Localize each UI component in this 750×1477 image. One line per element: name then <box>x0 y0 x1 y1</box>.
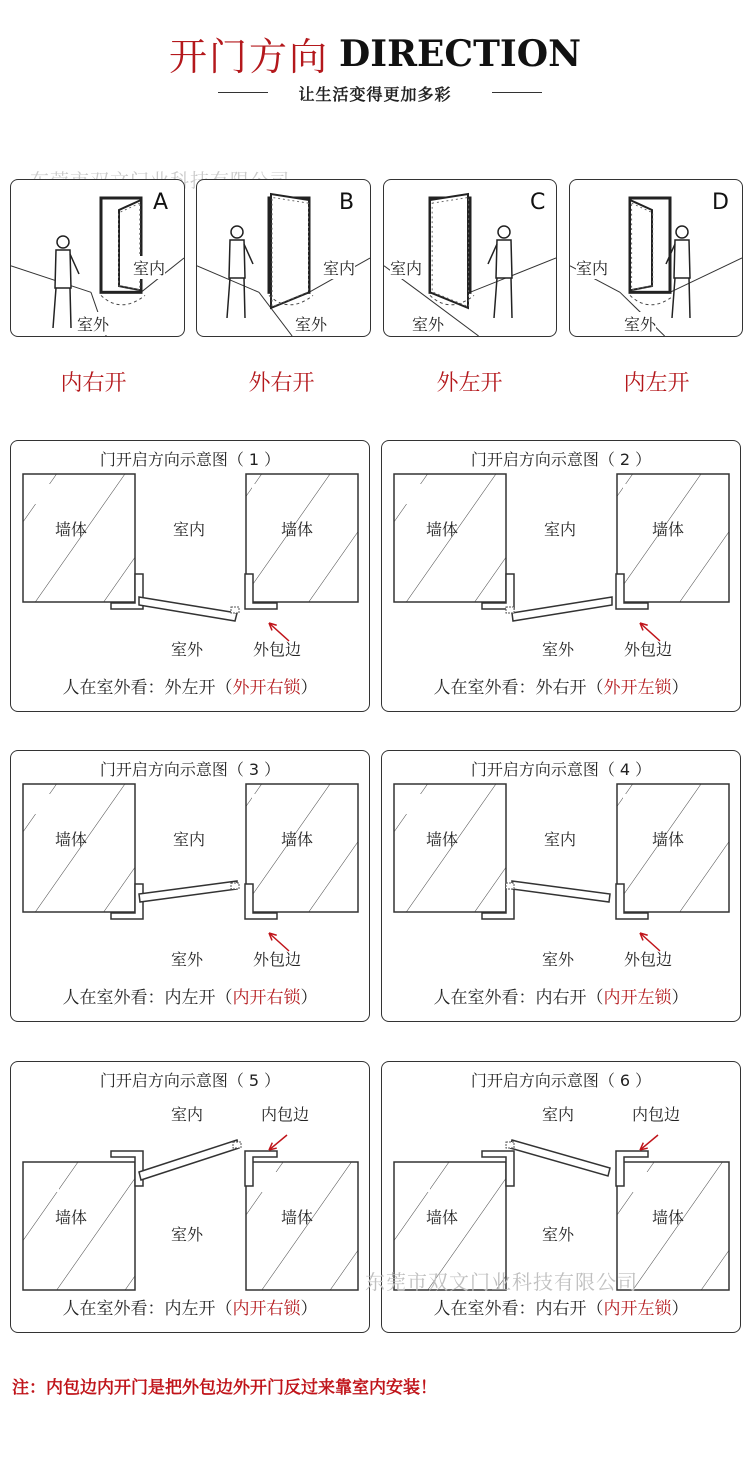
diagram-caption <box>11 1294 369 1319</box>
outdoor-label: 室外 <box>171 950 204 969</box>
wall-label-left: 墙体 <box>426 520 459 539</box>
door-leaf <box>139 1140 239 1180</box>
plan-drawing <box>382 751 740 1021</box>
caption-lock-type: 内开左锁 <box>603 1299 672 1319</box>
diagram-title: 门开启方向示意图（ 6 ） <box>470 1071 652 1090</box>
door-leaf <box>139 597 237 621</box>
diagram-caption <box>382 673 740 698</box>
diagram-caption <box>382 1294 740 1319</box>
caption-text: 人在室外看：内右开（ <box>433 1299 604 1319</box>
installation-note: 注：内包边内开门是把外包边外开门反过来靠室内安装！ <box>12 1378 437 1398</box>
wall-label-bg <box>400 1172 430 1192</box>
person-icon <box>227 226 253 318</box>
indoor-label: 室内 <box>544 520 577 539</box>
outdoor-label: 室外 <box>295 312 327 335</box>
caption-lock-type: 外开右锁 <box>232 678 301 698</box>
door-type-box-d <box>569 179 743 337</box>
diagram-title: 门开启方向示意图（ 5 ） <box>99 1071 281 1090</box>
wall-label-bg <box>29 794 59 814</box>
indoor-label: 室内 <box>542 1105 575 1124</box>
wall-line-right <box>470 258 556 292</box>
door-leaf <box>139 881 237 902</box>
caption-text: 人在室外看：内右开（ <box>433 988 604 1008</box>
title-english: DIRECTION <box>339 32 581 75</box>
wall-label-bg <box>400 794 430 814</box>
wall-label-right: 墙体 <box>281 1208 314 1227</box>
wall-label-right: 墙体 <box>281 830 314 849</box>
wall-label-bg <box>400 484 430 504</box>
outdoor-label: 室外 <box>542 640 575 659</box>
door-swing-arc <box>101 295 145 304</box>
wall-label-bg <box>29 484 59 504</box>
wall-label-left: 墙体 <box>55 520 88 539</box>
outdoor-label: 室外 <box>624 312 656 335</box>
outdoor-label: 室外 <box>412 312 444 335</box>
caption-text: 人在室外看：外左开（ <box>62 678 233 698</box>
plan-drawing <box>11 441 369 711</box>
plan-drawing <box>11 751 369 1021</box>
person-icon <box>488 226 512 318</box>
wall-label-bg <box>29 1172 59 1192</box>
door-diagram-2 <box>381 440 741 712</box>
door-diagram-5 <box>10 1061 370 1333</box>
wall-label-bg <box>252 1172 282 1192</box>
door-swing-arc <box>630 295 674 304</box>
caption-close: ） <box>671 1299 689 1319</box>
door-type-box-c <box>383 179 557 337</box>
edge-label: 外包边 <box>624 640 673 659</box>
outdoor-label: 室外 <box>77 312 109 335</box>
door-leaf <box>630 200 652 290</box>
outdoor-label: 室外 <box>542 950 575 969</box>
door-type-letter: A <box>153 190 169 215</box>
indoor-label: 室内 <box>544 830 577 849</box>
person-icon <box>53 236 79 328</box>
wall-line-left <box>197 266 259 293</box>
watermark-bottom: 东莞市双文门业科技有限公司 <box>365 1270 638 1294</box>
outdoor-label: 室外 <box>171 640 204 659</box>
caption-text: 人在室外看：内左开（ <box>62 1299 233 1319</box>
diagram-caption <box>382 983 740 1008</box>
plan-drawing <box>382 441 740 711</box>
diagram-title: 门开启方向示意图（ 3 ） <box>99 760 281 779</box>
hinge-mark <box>506 883 514 889</box>
wall-label-bg <box>252 484 282 504</box>
door-type-box-b <box>196 179 371 337</box>
wall-label-left: 墙体 <box>55 1208 88 1227</box>
door-diagram-1 <box>10 440 370 712</box>
door-leaf <box>271 194 309 308</box>
indoor-label: 室内 <box>173 520 206 539</box>
edge-label: 内包边 <box>261 1105 310 1124</box>
caption-close: ） <box>300 678 318 698</box>
caption-lock-type: 内开右锁 <box>232 988 301 1008</box>
caption-lock-type: 内开右锁 <box>232 1299 301 1319</box>
indoor-label: 室内 <box>576 256 608 279</box>
wall-label-left: 墙体 <box>426 830 459 849</box>
hinge-mark <box>506 1142 514 1148</box>
hinge-mark <box>506 607 514 613</box>
door-type-name-c: 外左开 <box>436 371 503 396</box>
caption-lock-type: 外开左锁 <box>603 678 672 698</box>
door-diagram-4 <box>381 750 741 1022</box>
edge-label: 内包边 <box>632 1105 681 1124</box>
title-chinese: 开门方向 <box>169 35 330 79</box>
indoor-label: 室内 <box>171 1105 204 1124</box>
page-subtitle: 让生活变得更加多彩 <box>298 85 452 104</box>
page-title <box>0 26 750 81</box>
wall-label-right: 墙体 <box>652 1208 685 1227</box>
wall-label-right: 墙体 <box>652 520 685 539</box>
door-type-letter: C <box>530 190 546 215</box>
door-leaf <box>512 881 610 902</box>
diagram-caption <box>11 673 369 698</box>
door-type-letter: D <box>712 190 729 215</box>
wall-label-right: 墙体 <box>281 520 314 539</box>
indoor-label: 室内 <box>390 256 422 279</box>
door-leaf <box>430 194 468 308</box>
outdoor-label: 室外 <box>171 1225 204 1244</box>
wall-label-bg <box>623 484 653 504</box>
indoor-label: 室内 <box>323 256 355 279</box>
door-type-letter: B <box>339 190 355 215</box>
subtitle-right-rule <box>492 92 542 93</box>
diagram-caption <box>11 983 369 1008</box>
door-leaf <box>512 597 612 621</box>
wall-label-bg <box>623 794 653 814</box>
hinge-mark <box>231 607 239 613</box>
door-type-box-a <box>10 179 185 337</box>
hinge-mark <box>231 883 239 889</box>
door-diagram-3 <box>10 750 370 1022</box>
caption-text: 人在室外看：外右开（ <box>433 678 604 698</box>
edge-label: 外包边 <box>253 640 302 659</box>
diagram-title: 门开启方向示意图（ 4 ） <box>470 760 652 779</box>
indoor-label: 室内 <box>173 830 206 849</box>
caption-close: ） <box>671 678 689 698</box>
door-type-name-b: 外右开 <box>248 371 315 396</box>
diagram-title: 门开启方向示意图（ 1 ） <box>99 450 281 469</box>
caption-close: ） <box>300 988 318 1008</box>
door-type-name-a: 内右开 <box>60 371 127 396</box>
edge-label: 外包边 <box>624 950 673 969</box>
door-leaf <box>510 1140 610 1176</box>
caption-close: ） <box>300 1299 318 1319</box>
edge-label: 外包边 <box>253 950 302 969</box>
caption-lock-type: 内开左锁 <box>603 988 672 1008</box>
door-type-name-d: 内左开 <box>623 371 690 396</box>
outdoor-label: 室外 <box>542 1225 575 1244</box>
wall-label-bg <box>623 1172 653 1192</box>
diagram-title: 门开启方向示意图（ 2 ） <box>470 450 652 469</box>
wall-label-left: 墙体 <box>426 1208 459 1227</box>
hinge-mark <box>233 1142 241 1148</box>
wall-label-left: 墙体 <box>55 830 88 849</box>
caption-close: ） <box>671 988 689 1008</box>
caption-text: 人在室外看：内左开（ <box>62 988 233 1008</box>
indoor-label: 室内 <box>133 256 165 279</box>
wall-label-bg <box>252 794 282 814</box>
wall-line-left <box>11 266 91 293</box>
wall-label-right: 墙体 <box>652 830 685 849</box>
